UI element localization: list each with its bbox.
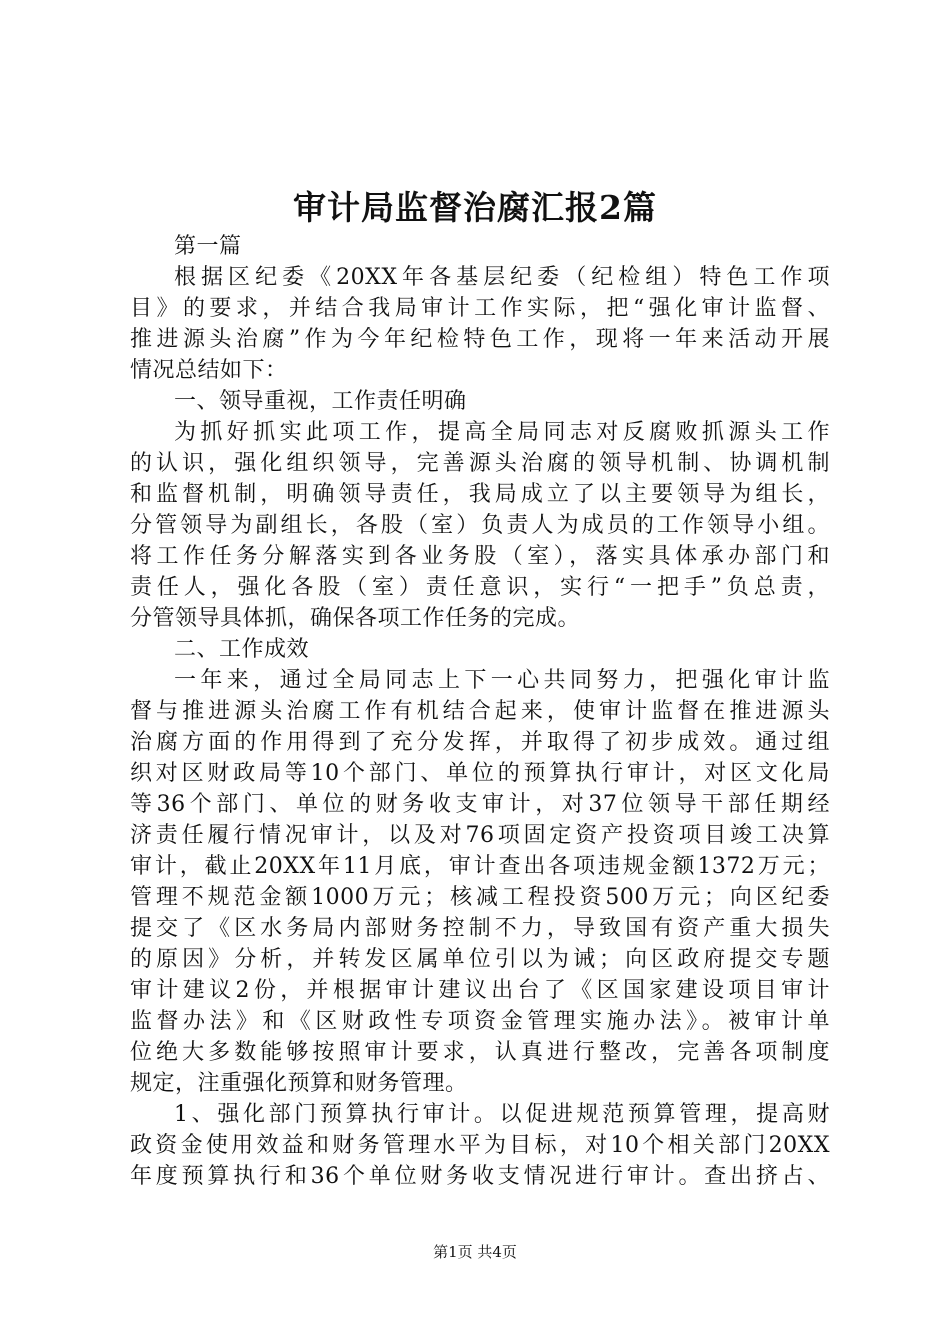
text-line: 政资金使用效益和财务管理水平为目标，对10个相关部门20XX: [130, 1133, 830, 1158]
text-line: 分管领导为副组长，各股（室）负责人为成员的工作领导小组。: [130, 513, 830, 538]
text-line: 规定，注重强化预算和财务管理。: [130, 1071, 468, 1096]
text-line: 推进源头治腐”作为今年纪检特色工作，现将一年来活动开展: [130, 327, 830, 352]
text-line: 情况总结如下：: [130, 358, 288, 383]
text-line: 等36个部门、单位的财务收支审计，对37位领导干部任期经: [130, 792, 830, 817]
text-line: 目》的要求，并结合我局审计工作实际，把“强化审计监督、: [130, 296, 830, 321]
document-body: [130, 231, 830, 1192]
section-heading: 二、工作成效: [174, 637, 310, 662]
text-line: 督与推进源头治腐工作有机结合起来，使审计监督在推进源头: [130, 699, 830, 724]
text-line: 1、强化部门预算执行审计。以促进规范预算管理，提高财: [174, 1102, 830, 1127]
text-line: 为抓好抓实此项工作，提高全局同志对反腐败抓源头工作: [174, 420, 830, 445]
document-title: 审计局监督治腐汇报2篇: [293, 188, 657, 227]
text-line: 的原因》分析，并转发区属单位引以为诫；向区政府提交专题: [130, 947, 830, 972]
text-line: 将工作任务分解落实到各业务股（室），落实具体承办部门和: [130, 544, 830, 569]
text-line: 织对区财政局等10个部门、单位的预算执行审计，对区文化局: [130, 761, 830, 786]
text-line: 位绝大多数能够按照审计要求，认真进行整改，完善各项制度: [130, 1040, 830, 1065]
text-line: 审计建议2份，并根据审计建议出台了《区国家建设项目审计: [130, 978, 830, 1003]
text-line: 年度预算执行和36个单位财务收支情况进行审计。查出挤占、: [130, 1164, 830, 1189]
text-line: 和监督机制，明确领导责任，我局成立了以主要领导为组长，: [130, 482, 830, 507]
text-line: 分管领导具体抓，确保各项工作任务的完成。: [130, 606, 581, 631]
text-line: 一年来，通过全局同志上下一心共同努力，把强化审计监: [174, 668, 830, 693]
text-line: 管理不规范金额1000万元；核减工程投资500万元；向区纪委: [130, 885, 830, 910]
section-heading: 一、领导重视，工作责任明确: [174, 389, 467, 414]
section-heading: 第一篇: [174, 234, 242, 259]
text-line: 治腐方面的作用得到了充分发挥，并取得了初步成效。通过组: [130, 730, 830, 755]
text-line: 责任人，强化各股（室）责任意识，实行“一把手”负总责，: [130, 575, 830, 600]
text-line: 根据区纪委《20XX年各基层纪委（纪检组）特色工作项: [174, 265, 830, 290]
page-footer: 第1页 共4页: [433, 1243, 517, 1261]
text-line: 的认识，强化组织领导，完善源头治腐的领导机制、协调机制: [130, 451, 830, 476]
text-line: 提交了《区水务局内部财务控制不力，导致国有资产重大损失: [130, 916, 830, 941]
text-line: 监督办法》和《区财政性专项资金管理实施办法》。被审计单: [130, 1009, 830, 1034]
text-line: 审计，截止20XX年11月底，审计查出各项违规金额1372万元；: [130, 854, 830, 879]
text-line: 济责任履行情况审计，以及对76项固定资产投资项目竣工决算: [130, 823, 830, 848]
